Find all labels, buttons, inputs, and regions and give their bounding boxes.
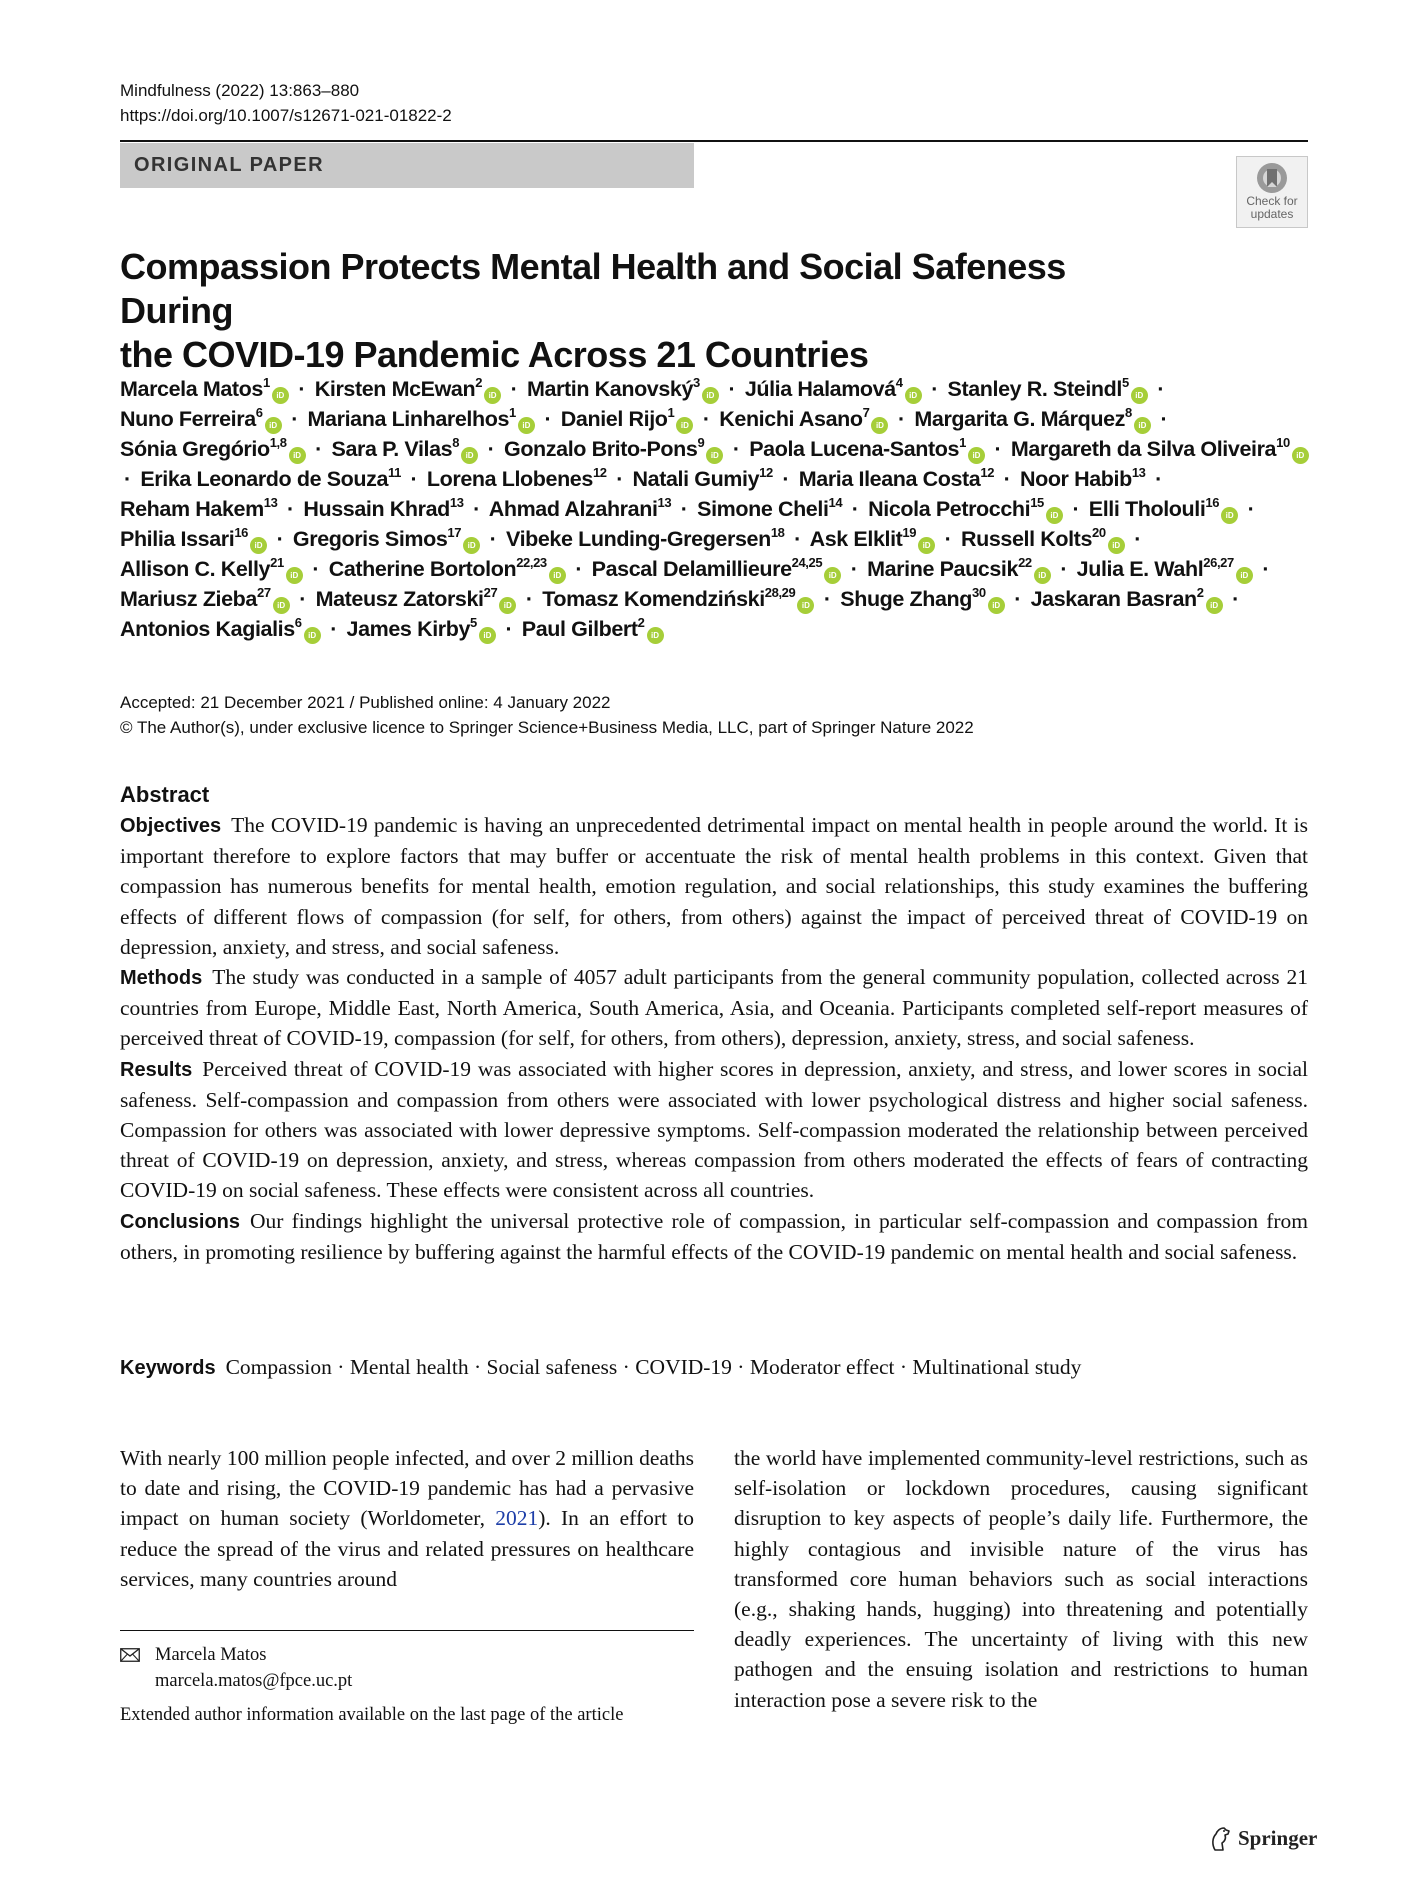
author[interactable] [292, 524, 480, 551]
envelope-icon [120, 1648, 140, 1662]
author-name: Gregoris Simos [292, 527, 448, 551]
author-separator: · [680, 497, 688, 521]
author[interactable] [140, 464, 401, 491]
author-separator: · [898, 407, 905, 431]
author-affiliation: 22 [1018, 554, 1032, 570]
author-affiliation: 14 [828, 494, 843, 510]
author[interactable] [120, 374, 289, 401]
author-separator: · [1014, 587, 1022, 611]
results-text: Perceived threat of COVID-19 was associated with higher scores in depression, anxiety, and stress, and lower scores in social safeness. Self-compassion and compassion from others were associated with lower psychological distress and higher social safeness. Compassion for others was associated with lower depressive symptoms. Self-compassion moderated the relationship between perceived threat of COVID-19 on depression, anxiety, and stress, whereas compassion from others moderated the effects of fears of contracting COVID-19 on social safeness. These effects were consistent across all countries. [120, 1056, 1308, 1203]
author-affiliation: 7 [862, 404, 870, 420]
author[interactable] [809, 524, 935, 551]
journal-citation: Mindfulness (2022) 13:863–880 [120, 81, 360, 100]
author[interactable] [591, 554, 842, 581]
orcid-icon[interactable]: iD [1034, 567, 1051, 584]
abstract-results [120, 1054, 1308, 1206]
author-name: Elli Tholouli [1088, 497, 1206, 521]
author-separator: · [487, 437, 495, 461]
author[interactable] [488, 494, 672, 521]
author-affiliation: 1,8 [269, 434, 287, 450]
orcid-icon[interactable]: iD [702, 387, 719, 404]
author-affiliation: 16 [234, 524, 248, 540]
objectives-text: The COVID-19 pandemic is having an unprecedented detrimental impact on mental health in people around the world. It is important therefore to explore factors that may buffer or accentuate the risk of mental health problems in this context. Given that compassion has numerous benefits for mental health, emotion regulation, and social relationships, this study examines the buffering effects of different flows of compassion (for self, for others, from others) against the impact of perceived threat of COVID-19 on depression, anxiety, and stress, and social safeness. [120, 813, 1308, 959]
accepted-published-dates: Accepted: 21 December 2021 / Published online: 4 January 2022 [120, 693, 611, 712]
orcid-icon[interactable]: iD [706, 447, 723, 464]
author[interactable] [303, 494, 464, 521]
author-name: Julia E. Wahl [1076, 557, 1204, 581]
author-separator: · [1160, 407, 1168, 431]
author[interactable] [1019, 464, 1146, 491]
author-name: Russell Kolts [961, 527, 1093, 551]
author[interactable] [120, 404, 282, 431]
author-name: Daniel Rijo [560, 407, 668, 431]
author[interactable] [328, 554, 566, 581]
author-name: Philia Issari [120, 527, 235, 551]
author-affiliation: 2 [1196, 584, 1204, 600]
author-name: Shuge Zhang [840, 587, 973, 611]
orcid-icon[interactable]: iD [1108, 537, 1125, 554]
body-column-left [120, 1443, 694, 1594]
orcid-icon[interactable]: iD [479, 627, 496, 644]
author[interactable] [120, 494, 278, 521]
springer-horse-icon [1208, 1826, 1232, 1852]
author-affiliation: 1 [262, 374, 270, 390]
author-name: Paola Lucena-Santos [749, 437, 960, 461]
orcid-icon[interactable]: iD [273, 597, 290, 614]
author[interactable] [744, 374, 922, 401]
orcid-icon[interactable]: iD [676, 417, 693, 434]
author-affiliation: 10 [1276, 434, 1290, 450]
author-separator: · [850, 557, 858, 581]
author[interactable] [749, 434, 985, 461]
abstract-heading: Abstract [120, 782, 210, 807]
author-separator: · [931, 377, 938, 401]
orcid-icon[interactable]: iD [1292, 447, 1309, 464]
author-affiliation: 2 [475, 374, 483, 390]
author-separator: · [1157, 377, 1165, 401]
author-name: Kenichi Asano [719, 407, 863, 431]
author-separator: · [1003, 467, 1011, 491]
author-name: Ask Elklit [809, 527, 903, 551]
author-separator: · [489, 527, 497, 551]
author-affiliation: 4 [895, 374, 903, 390]
author[interactable] [947, 374, 1148, 401]
author-name: Natali Gumiy [632, 467, 760, 491]
author-name: Paul Gilbert [521, 617, 638, 641]
orcid-icon[interactable]: iD [304, 627, 321, 644]
author-name: Lorena Llobenes [426, 467, 593, 491]
author-name: Martin Kanovský [526, 377, 694, 401]
citation-link[interactable]: 2021 [495, 1506, 539, 1531]
check-for-updates-button[interactable] [1236, 156, 1308, 228]
author-affiliation: 27 [256, 584, 271, 600]
author-affiliation: 3 [693, 374, 700, 390]
orcid-icon[interactable]: iD [905, 387, 922, 404]
orcid-icon[interactable]: iD [1046, 507, 1063, 524]
orcid-icon[interactable]: iD [286, 567, 303, 584]
author-affiliation: 21 [270, 554, 284, 570]
author-affiliation: 1 [509, 404, 516, 420]
orcid-icon[interactable]: iD [1206, 597, 1223, 614]
author[interactable] [120, 434, 306, 461]
author-name: Ahmad Alzahrani [488, 497, 658, 521]
abstract-conclusions [120, 1206, 1308, 1267]
author-affiliation: 5 [1121, 374, 1129, 390]
author-affiliation: 8 [1125, 404, 1132, 420]
author-name: Gonzalo Brito-Pons [504, 437, 698, 461]
author-affiliation: 12 [980, 464, 995, 480]
author[interactable] [331, 434, 479, 461]
journal-header [120, 78, 452, 128]
author-name: Mateusz Zatorski [315, 587, 484, 611]
author-name: Mariana Linharelhos [307, 407, 510, 431]
orcid-icon[interactable]: iD [461, 447, 478, 464]
author-name: Pascal Delamillieure [591, 557, 792, 581]
author-name: Margareth da Silva Oliveira [1010, 437, 1277, 461]
title-line: the COVID-19 Pandemic Across 21 Countries [120, 334, 869, 375]
author-affiliation: 27 [483, 584, 498, 600]
body-text: the world have implemented community-level restrictions, such as self-isolation or lockdown procedures, causing significant disruption to key aspects of people’s daily life. Furthermore, the highly contagious and invisible nature of the virus has transformed core human behaviors such as social interactions (e.g., shaking hands, hugging) into threatening and potentially deadly experiences. The uncertainty of living with this new pathogen and the ensuing isolation and restrictions to human interaction pose a severe risk to the [734, 1446, 1308, 1712]
author-name: Marcela Matos [120, 377, 263, 401]
author-separator: · [298, 377, 306, 401]
author[interactable] [1030, 584, 1223, 611]
author-separator: · [299, 587, 306, 611]
section-label-box [120, 143, 694, 188]
author-name: Kirsten McEwan [314, 377, 476, 401]
author-separator: · [473, 497, 480, 521]
author[interactable] [868, 494, 1063, 521]
author-name: Stanley R. Steindl [947, 377, 1122, 401]
author[interactable] [504, 434, 723, 461]
orcid-icon[interactable]: iD [1131, 387, 1148, 404]
author[interactable] [521, 614, 664, 641]
author-separator: · [732, 437, 740, 461]
body-text: ). In an effort to reduce the spread of the virus and related pressures on healthcare services, many countries around [120, 1506, 695, 1591]
orcid-icon[interactable]: iD [647, 627, 664, 644]
orcid-icon[interactable]: iD [463, 537, 480, 554]
corresponding-author-name: Marcela Matos [155, 1645, 267, 1665]
corresponding-author-email[interactable]: marcela.matos@fpce.uc.pt [155, 1671, 353, 1691]
author-separator: · [1155, 467, 1162, 491]
orcid-icon[interactable]: iD [499, 597, 516, 614]
orcid-icon[interactable]: iD [1236, 567, 1253, 584]
author-separator: · [1072, 497, 1080, 521]
abstract-section [120, 780, 1308, 1267]
author-separator: · [276, 527, 284, 551]
orcid-icon[interactable]: iD [871, 417, 888, 434]
author-affiliation: 16 [1205, 494, 1220, 510]
author-separator: · [1262, 557, 1270, 581]
author[interactable] [120, 524, 267, 551]
author-affiliation: 24,25 [791, 554, 823, 570]
author-name: Sara P. Vilas [331, 437, 453, 461]
author-affiliation: 13 [263, 494, 278, 510]
orcid-icon[interactable]: iD [1221, 507, 1238, 524]
author-separator: · [291, 407, 298, 431]
author-affiliation: 12 [759, 464, 773, 480]
top-rule [120, 140, 1308, 142]
author-affiliation: 8 [452, 434, 460, 450]
author-list [120, 374, 1310, 644]
correspondence [120, 1642, 352, 1694]
author-affiliation: 30 [972, 584, 986, 600]
author-separator: · [315, 437, 322, 461]
author-separator: · [1247, 497, 1255, 521]
author-separator: · [124, 467, 131, 491]
author-affiliation: 26,27 [1203, 554, 1234, 570]
author-name: Sónia Gregório [120, 437, 270, 461]
author[interactable] [346, 614, 496, 641]
author[interactable] [867, 554, 1051, 581]
author-affiliation: 22,23 [516, 554, 547, 570]
author-affiliation: 1 [959, 434, 966, 450]
orcid-icon[interactable]: iD [918, 537, 935, 554]
author[interactable] [120, 554, 303, 581]
orcid-icon[interactable]: iD [1134, 417, 1151, 434]
conclusions-text: Our findings highlight the universal protective role of compassion, in particular self-compassion and compassion from others, in promoting resilience by buffering against the harmful effects of the COVID-19 pandemic on mental health and social safeness. [120, 1208, 1308, 1264]
author[interactable] [526, 374, 719, 401]
author-name: Tomasz Komendziński [542, 587, 765, 611]
author-affiliation: 9 [697, 434, 705, 450]
keywords-label: Keywords [120, 1357, 216, 1379]
author-name: Nicola Petrocchi [868, 497, 1031, 521]
author-separator: · [994, 437, 1002, 461]
body-column-right [734, 1443, 1308, 1715]
author-separator: · [851, 497, 859, 521]
author-affiliation: 2 [637, 614, 645, 630]
extended-author-info: Extended author information available on the last page of the article [120, 1705, 624, 1725]
orcid-icon[interactable]: iD [484, 387, 501, 404]
author[interactable] [719, 404, 888, 431]
author-separator: · [1060, 557, 1068, 581]
author-affiliation: 5 [470, 614, 477, 630]
author-affiliation: 13 [449, 494, 464, 510]
abstract-methods [120, 962, 1308, 1054]
author-name: Maria Ileana Costa [798, 467, 981, 491]
author-separator: · [728, 377, 736, 401]
article-title [120, 245, 1180, 377]
author[interactable] [961, 524, 1125, 551]
methods-label: Methods [120, 967, 203, 990]
title-line: Compassion Protects Mental Health and Social Safeness During [120, 246, 1066, 331]
author-separator: · [544, 407, 552, 431]
author-separator: · [575, 557, 583, 581]
section-label: ORIGINAL PAPER [134, 154, 324, 176]
abstract-objectives [120, 810, 1308, 962]
author[interactable] [120, 584, 290, 611]
methods-text: The study was conducted in a sample of 4057 adult participants from the general community population, collected across 21 countries from Europe, Middle East, North America, South America, Asia, and Oceania. Participants completed self-report measures of perceived threat of COVID-19, compassion (for self, for others, from others), depression, anxiety, stress, and social safeness. [120, 965, 1308, 1051]
author-affiliation: 13 [657, 494, 672, 510]
author-affiliation: 6 [294, 614, 302, 630]
author[interactable] [1076, 554, 1253, 581]
author-separator: · [823, 587, 831, 611]
author-name: Simone Cheli [697, 497, 829, 521]
author-name: Vibeke Lunding-Gregersen [506, 527, 771, 551]
author[interactable] [798, 464, 995, 491]
body-text: With nearly 100 million people infected, and over 2 million deaths to date and rising, the COVID-19 pandemic has had a pervasive impact on human society (Worldometer, [120, 1446, 694, 1531]
author-name: Noor Habib [1019, 467, 1132, 491]
orcid-icon[interactable]: iD [250, 537, 267, 554]
orcid-icon[interactable]: iD [518, 417, 535, 434]
author-affiliation: 6 [255, 404, 263, 420]
author-separator: · [312, 557, 320, 581]
author[interactable] [1010, 434, 1309, 461]
author-name: Margarita G. Márquez [914, 407, 1126, 431]
author-name: Mariusz Zieba [120, 587, 257, 611]
author-separator: · [1134, 527, 1142, 551]
orcid-icon[interactable]: iD [968, 447, 985, 464]
author[interactable] [914, 404, 1150, 431]
author[interactable] [426, 464, 607, 491]
author-separator: · [410, 467, 418, 491]
objectives-label: Objectives [120, 815, 222, 837]
author-separator: · [1232, 587, 1239, 611]
author-name: Júlia Halamová [744, 377, 896, 401]
author-name: Reham Hakem [120, 497, 264, 521]
author[interactable] [560, 404, 694, 431]
author[interactable] [314, 374, 501, 401]
orcid-icon[interactable]: iD [265, 417, 282, 434]
author[interactable] [632, 464, 773, 491]
author-affiliation: 19 [902, 524, 917, 540]
author-name: Hussain Khrad [303, 497, 450, 521]
author-name: Marine Paucsik [867, 557, 1019, 581]
crossmark-label: Check for updates [1246, 194, 1298, 221]
author-separator: · [794, 527, 801, 551]
author-separator: · [944, 527, 952, 551]
author[interactable] [840, 584, 1004, 611]
author-separator: · [702, 407, 710, 431]
keywords-text: Compassion · Mental health · Social safeness · COVID-19 · Moderator effect · Multinational study [225, 1355, 1082, 1379]
author-separator: · [505, 617, 513, 641]
publication-dates [120, 690, 974, 740]
publisher-name: Springer [1238, 1826, 1318, 1850]
author-separator: · [525, 587, 533, 611]
footnote-rule [120, 1630, 694, 1631]
author-name: James Kirby [346, 617, 471, 641]
author-affiliation: 28,29 [764, 584, 796, 600]
author-affiliation: 12 [592, 464, 607, 480]
author-separator: · [510, 377, 518, 401]
author-separator: · [287, 497, 294, 521]
author[interactable] [307, 404, 535, 431]
orcid-icon[interactable]: iD [797, 597, 814, 614]
author[interactable] [315, 584, 517, 611]
orcid-icon[interactable]: iD [549, 567, 566, 584]
author[interactable] [542, 584, 814, 611]
author[interactable] [1088, 494, 1238, 521]
copyright-notice: © The Author(s), under exclusive licence to Springer Science+Business Media, LLC, part of Springer Nature 2022 [120, 718, 974, 737]
author[interactable] [697, 494, 843, 521]
author-affiliation: 13 [1131, 464, 1146, 480]
results-label: Results [120, 1058, 193, 1081]
author-affiliation: 1 [667, 404, 675, 420]
author-name: Antonios Kagialis [120, 617, 295, 641]
author-name: Allison C. Kelly [120, 557, 271, 581]
author-separator: · [782, 467, 790, 491]
orcid-icon[interactable]: iD [824, 567, 841, 584]
author-affiliation: 18 [770, 524, 785, 540]
author-separator: · [330, 617, 337, 641]
keywords [120, 1352, 1308, 1383]
author-name: Erika Leonardo de Souza [140, 467, 389, 491]
author-affiliation: 15 [1030, 494, 1044, 510]
author-affiliation: 11 [388, 464, 401, 480]
author[interactable] [120, 614, 321, 641]
author-affiliation: 17 [447, 524, 462, 540]
author-name: Catherine Bortolon [328, 557, 517, 581]
doi-link[interactable]: https://doi.org/10.1007/s12671-021-01822-2 [120, 106, 452, 125]
author-separator: · [616, 467, 623, 491]
conclusions-label: Conclusions [120, 1210, 241, 1233]
author-name: Nuno Ferreira [120, 407, 256, 431]
crossmark-icon [1255, 161, 1289, 195]
author-name: Jaskaran Basran [1030, 587, 1197, 611]
orcid-icon[interactable]: iD [988, 597, 1005, 614]
orcid-icon[interactable]: iD [272, 387, 289, 404]
orcid-icon[interactable]: iD [289, 447, 306, 464]
author[interactable] [506, 524, 785, 551]
author-affiliation: 20 [1092, 524, 1106, 540]
